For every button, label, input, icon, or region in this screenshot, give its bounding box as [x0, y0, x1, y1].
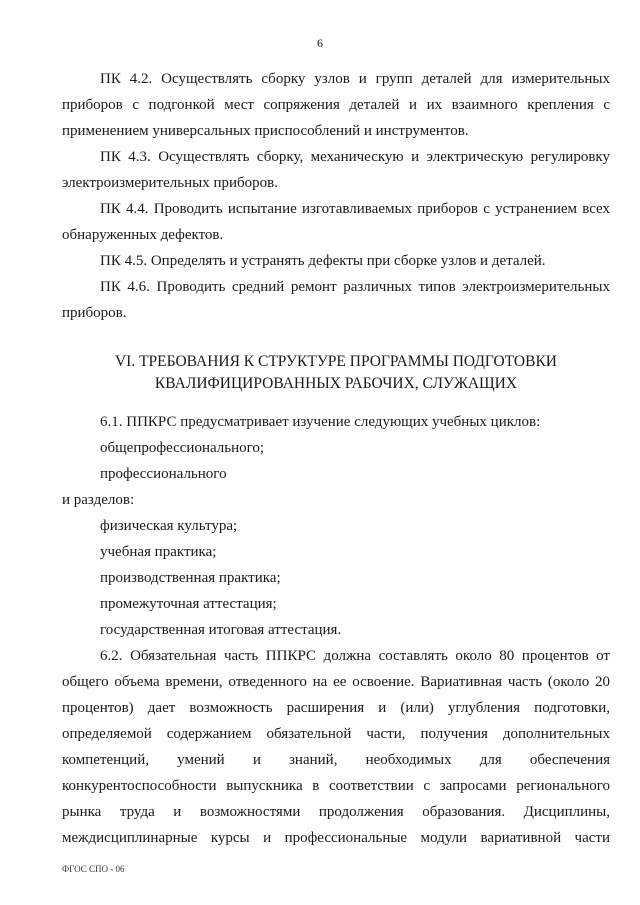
para-6-2: 6.2. Обязательная часть ППКРС должна составлять около 80 процентов от общего объема времени, отведенного на ее освоение. Вариативная часть (около 20 процентов) дает возможность расширения и (или) углубления подготовки, определяемой содержанием обязательной части, получения дополнительных компетенций, умений и знаний, необходимых для обеспечения конкурентоспособности выпускника в соответствии с запросами регионального рынка труда и возможностями продолжения образования. Дисциплины, междисциплинарные курсы и профессиональные модули вариативной части: [62, 648, 610, 846]
footer-code: ФГОС СПО - 06: [62, 864, 125, 874]
competency-4-2: ПК 4.2. Осуществлять сборку узлов и групп деталей для измерительных приборов с подгонкой мест сопряжения деталей и их взаимного крепления с применением универсальных приспособлений и инструментов.: [62, 71, 610, 139]
competency-4-5: ПК 4.5. Определять и устранять дефекты при сборке узлов и деталей.: [100, 253, 546, 269]
competency-4-6: ПК 4.6. Проводить средний ремонт различных типов электроизмерительных приборов.: [62, 279, 610, 321]
section-item: учебная практика;: [100, 544, 217, 560]
cycle-item: общепрофессионального;: [100, 440, 265, 456]
document-body: [62, 66, 610, 851]
sections-label: и разделов:: [62, 492, 135, 508]
cycle-item: профессионального: [100, 466, 227, 482]
competency-4-4: ПК 4.4. Проводить испытание изготавливаемых приборов с устранением всех обнаруженных дефектов.: [62, 201, 610, 243]
section-heading-line-2: КВАЛИФИЦИРОВАННЫХ РАБОЧИХ, СЛУЖАЩИХ: [154, 375, 518, 392]
para-6-1-intro: 6.1. ППКРС предусматривает изучение следующих учебных циклов:: [100, 414, 541, 430]
competency-4-3: ПК 4.3. Осуществлять сборку, механическую и электрическую регулировку электроизмерительных приборов.: [62, 149, 610, 191]
section-item: физическая культура;: [100, 518, 238, 534]
section-item: производственная практика;: [100, 570, 281, 586]
section-item: промежуточная аттестация;: [100, 596, 277, 612]
section-heading: [62, 351, 610, 395]
page-number: 6: [317, 36, 323, 50]
section-item: государственная итоговая аттестация.: [100, 622, 342, 638]
section-heading-line-1: VI. ТРЕБОВАНИЯ К СТРУКТУРЕ ПРОГРАММЫ ПОДГОТОВКИ: [114, 353, 557, 370]
